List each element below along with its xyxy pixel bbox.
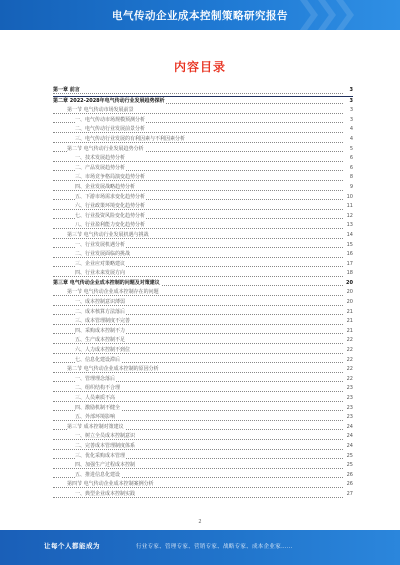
toc-entry-title: 第一节 电气传动企业成本控制存在的问题 — [67, 289, 159, 296]
toc-entry[interactable] — [53, 327, 353, 337]
toc-entry[interactable] — [53, 250, 353, 260]
toc-entry-page: 22 — [346, 375, 353, 385]
toc-entry-title: 一、技术发展趋势分析 — [75, 155, 126, 162]
toc-entry[interactable] — [53, 404, 353, 414]
toc-entry-title: 四、行业未来发展方向 — [75, 270, 126, 277]
toc-entry-page: 4 — [349, 135, 353, 145]
toc-entry-page: 10 — [346, 193, 353, 203]
toc-entry-page: 4 — [349, 125, 353, 135]
toc-entry-page: 14 — [346, 231, 353, 241]
table-of-contents — [53, 86, 353, 500]
toc-entry-title: 二、行业发展面临的挑战 — [75, 251, 131, 258]
toc-entry-page: 17 — [346, 260, 353, 270]
toc-entry[interactable] — [53, 480, 353, 490]
toc-entry-page: 24 — [346, 423, 353, 433]
toc-entry[interactable] — [53, 336, 353, 346]
toc-entry-title: 一、典型企业成本控制实践 — [75, 490, 136, 497]
toc-entry-page: 20 — [346, 298, 353, 308]
toc-entry-page: 25 — [346, 452, 353, 462]
toc-entry-page: 16 — [346, 250, 353, 260]
toc-entry-title: 第二节 电气传动行业发展趋势分析 — [67, 145, 144, 152]
toc-leader-dots — [53, 132, 343, 133]
toc-chapter-entry[interactable] — [53, 86, 353, 96]
toc-entry-page: 3 — [349, 106, 353, 116]
toc-entry-page: 23 — [346, 413, 353, 423]
toc-entry[interactable] — [53, 317, 353, 327]
toc-entry-title: 第一节 电气传动市场发展前景 — [67, 107, 134, 114]
toc-entry-title: 三、成本管理制度不完善 — [75, 318, 131, 325]
toc-entry[interactable] — [53, 413, 353, 423]
toc-entry[interactable] — [53, 423, 353, 433]
toc-entry-page: 12 — [346, 212, 353, 222]
toc-entry-page: 8 — [349, 173, 353, 183]
toc-entry[interactable] — [53, 125, 353, 135]
toc-leader-dots — [53, 343, 343, 344]
toc-entry-page: 22 — [346, 356, 353, 366]
toc-leader-dots — [53, 180, 343, 181]
toc-heading: 内容目录 — [173, 60, 226, 74]
toc-entry-page: 23 — [346, 394, 353, 404]
toc-entry-page: 5 — [349, 145, 353, 155]
toc-entry[interactable] — [53, 298, 353, 308]
toc-entry[interactable] — [53, 269, 353, 279]
toc-entry-title: 五、推进信息化建设 — [75, 471, 121, 478]
toc-entry[interactable] — [53, 432, 353, 442]
toc-entry-page: 15 — [346, 241, 353, 251]
toc-entry-page: 24 — [346, 442, 353, 452]
toc-entry-page: 11 — [346, 202, 353, 212]
toc-entry-page: 22 — [346, 336, 353, 346]
toc-entry[interactable] — [53, 471, 353, 481]
toc-entry-page: 21 — [346, 327, 353, 337]
toc-entry[interactable] — [53, 116, 353, 126]
toc-entry[interactable] — [53, 260, 353, 270]
footer-slogan: 让每个人都能成为 — [44, 542, 100, 550]
toc-entry-title: 三、市场竞争格局演变趋势分析 — [75, 174, 146, 181]
toc-entry-title: 四、激励机制不健全 — [75, 404, 121, 411]
toc-entry[interactable] — [53, 231, 353, 241]
toc-entry-page: 3 — [349, 116, 353, 126]
toc-entry[interactable] — [53, 384, 353, 394]
toc-entry[interactable] — [53, 356, 353, 366]
toc-entry-title: 第一章 前言 — [53, 87, 80, 93]
toc-entry-page: 25 — [346, 461, 353, 471]
toc-leader-dots — [53, 228, 343, 229]
toc-entry-page: 20 — [346, 288, 353, 298]
header-banner — [0, 0, 400, 30]
toc-entry-page: 23 — [346, 404, 353, 414]
toc-entry-title: 一、行业发展机遇分析 — [75, 241, 126, 248]
toc-entry-title: 五、外部环境影响 — [75, 414, 116, 421]
toc-leader-dots — [53, 295, 343, 296]
toc-leader-dots — [53, 93, 343, 94]
toc-entry[interactable] — [53, 164, 353, 174]
toc-entry[interactable] — [53, 288, 353, 298]
toc-entry-title: 第三章 电气传动企业成本控制的问题及对策建议 — [53, 279, 160, 286]
toc-entry-title: 三、企业应对策略建议 — [75, 260, 126, 267]
toc-entry[interactable] — [53, 193, 353, 203]
footer-tagline: 行业专家、管理专家、营销专家、战略专家、成本企业家…… — [136, 544, 293, 550]
toc-entry-page: 21 — [346, 308, 353, 318]
toc-entry-page: 27 — [346, 490, 353, 500]
toc-entry-page: 22 — [346, 365, 353, 375]
toc-entry-title: 五、下游市场需求变化趋势分析 — [75, 193, 146, 200]
toc-entry[interactable] — [53, 202, 353, 212]
toc-entry-title: 四、加强生产过程成本控制 — [75, 462, 136, 469]
toc-entry[interactable] — [53, 308, 353, 318]
toc-entry-page: 20 — [345, 279, 353, 289]
toc-leader-dots — [53, 439, 343, 440]
toc-chapter-entry[interactable] — [53, 97, 353, 107]
toc-entry-title: 第二章 2022-2028年电气传动行业发展趋势探析 — [53, 97, 165, 104]
toc-entry-title: 四、采购成本控制不力 — [75, 327, 126, 334]
toc-entry-page: 23 — [346, 384, 353, 394]
toc-entry-title: 三、人员素质不高 — [75, 395, 116, 401]
toc-entry-page: 6 — [349, 154, 353, 164]
toc-entry-title: 三、电气传动行业发展的有利因素与不利因素分析 — [75, 135, 186, 142]
toc-entry-title: 五、生产成本控制不足 — [75, 337, 126, 344]
toc-entry-page: 26 — [346, 480, 353, 490]
toc-entry[interactable] — [53, 145, 353, 155]
toc-entry[interactable] — [53, 490, 353, 500]
toc-entry-title: 第二节 电气传动企业成本控制的原因分析 — [67, 366, 159, 373]
toc-entry[interactable] — [53, 365, 353, 375]
page-number: 2 — [198, 519, 202, 525]
toc-entry[interactable] — [53, 241, 353, 251]
toc-entry-title: 二、产品发展趋势分析 — [75, 164, 126, 171]
toc-entry[interactable] — [53, 135, 353, 145]
toc-entry[interactable] — [53, 212, 353, 222]
toc-entry[interactable] — [53, 452, 353, 462]
toc-entry-page: 24 — [346, 432, 353, 442]
toc-leader-dots — [53, 391, 343, 392]
toc-entry[interactable] — [53, 221, 353, 231]
toc-entry-title: 六、人力成本控制不到位 — [75, 347, 131, 354]
toc-leader-dots — [53, 276, 343, 277]
toc-entry-title: 二、完善成本管理制度体系 — [75, 442, 136, 449]
toc-entry-page: 6 — [349, 164, 353, 174]
toc-entry-page: 13 — [346, 221, 353, 231]
toc-entry-page: 22 — [346, 346, 353, 356]
toc-entry-title: 第三节 成本控制对策建议 — [67, 423, 124, 430]
toc-entry[interactable] — [53, 346, 353, 356]
toc-entry-title: 八、行业盈利能力变化趋势分析 — [75, 222, 146, 229]
toc-entry-title: 三、优化采购成本管理 — [75, 452, 126, 459]
toc-entry-title: 第三节 电气传动行业发展机遇与挑战 — [67, 231, 149, 238]
toc-entry-title: 第四节 电气传动企业成本控制案例分析 — [67, 481, 154, 488]
toc-entry-title: 一、管理理念落后 — [75, 375, 116, 382]
toc-entry-title: 二、组织结构不合理 — [75, 385, 121, 392]
toc-entry-title: 七、信息化建设滞后 — [75, 356, 121, 363]
toc-entry-title: 七、行业投资风险变化趋势分析 — [75, 212, 146, 219]
toc-entry-title: 一、树立全员成本控制意识 — [75, 433, 136, 440]
toc-entry-title: 一、成本控制意识薄弱 — [75, 299, 126, 306]
footer-banner — [0, 530, 400, 565]
toc-entry-title: 四、企业发展战略趋势分析 — [75, 183, 136, 190]
toc-entry[interactable] — [53, 442, 353, 452]
toc-entry-page: 26 — [346, 471, 353, 481]
toc-entry[interactable] — [53, 461, 353, 471]
toc-entry-page: 18 — [346, 269, 353, 279]
toc-entry[interactable] — [53, 106, 353, 116]
toc-entry[interactable] — [53, 183, 353, 193]
toc-entry-page: 9 — [349, 183, 353, 193]
toc-entry-title: 二、电气传动行业发展前景分析 — [75, 126, 146, 133]
toc-entry[interactable] — [53, 173, 353, 183]
report-title: 电气传动企业成本控制策略研究报告 — [112, 10, 288, 22]
toc-entry-page: 21 — [346, 317, 353, 327]
toc-entry-title: 六、行业政策环境变化趋势分析 — [75, 203, 146, 210]
toc-entry-title: 二、成本核算方法落后 — [75, 308, 126, 315]
toc-entry[interactable] — [53, 375, 353, 385]
toc-leader-dots — [53, 487, 343, 488]
toc-entry-title: 一、电气传动市场规模预测分析 — [75, 116, 146, 123]
toc-entry-page: 3 — [349, 86, 353, 96]
toc-entry[interactable] — [53, 394, 353, 404]
toc-chapter-entry[interactable] — [53, 279, 353, 289]
toc-entry-page: 3 — [349, 97, 353, 107]
toc-entry[interactable] — [53, 154, 353, 164]
